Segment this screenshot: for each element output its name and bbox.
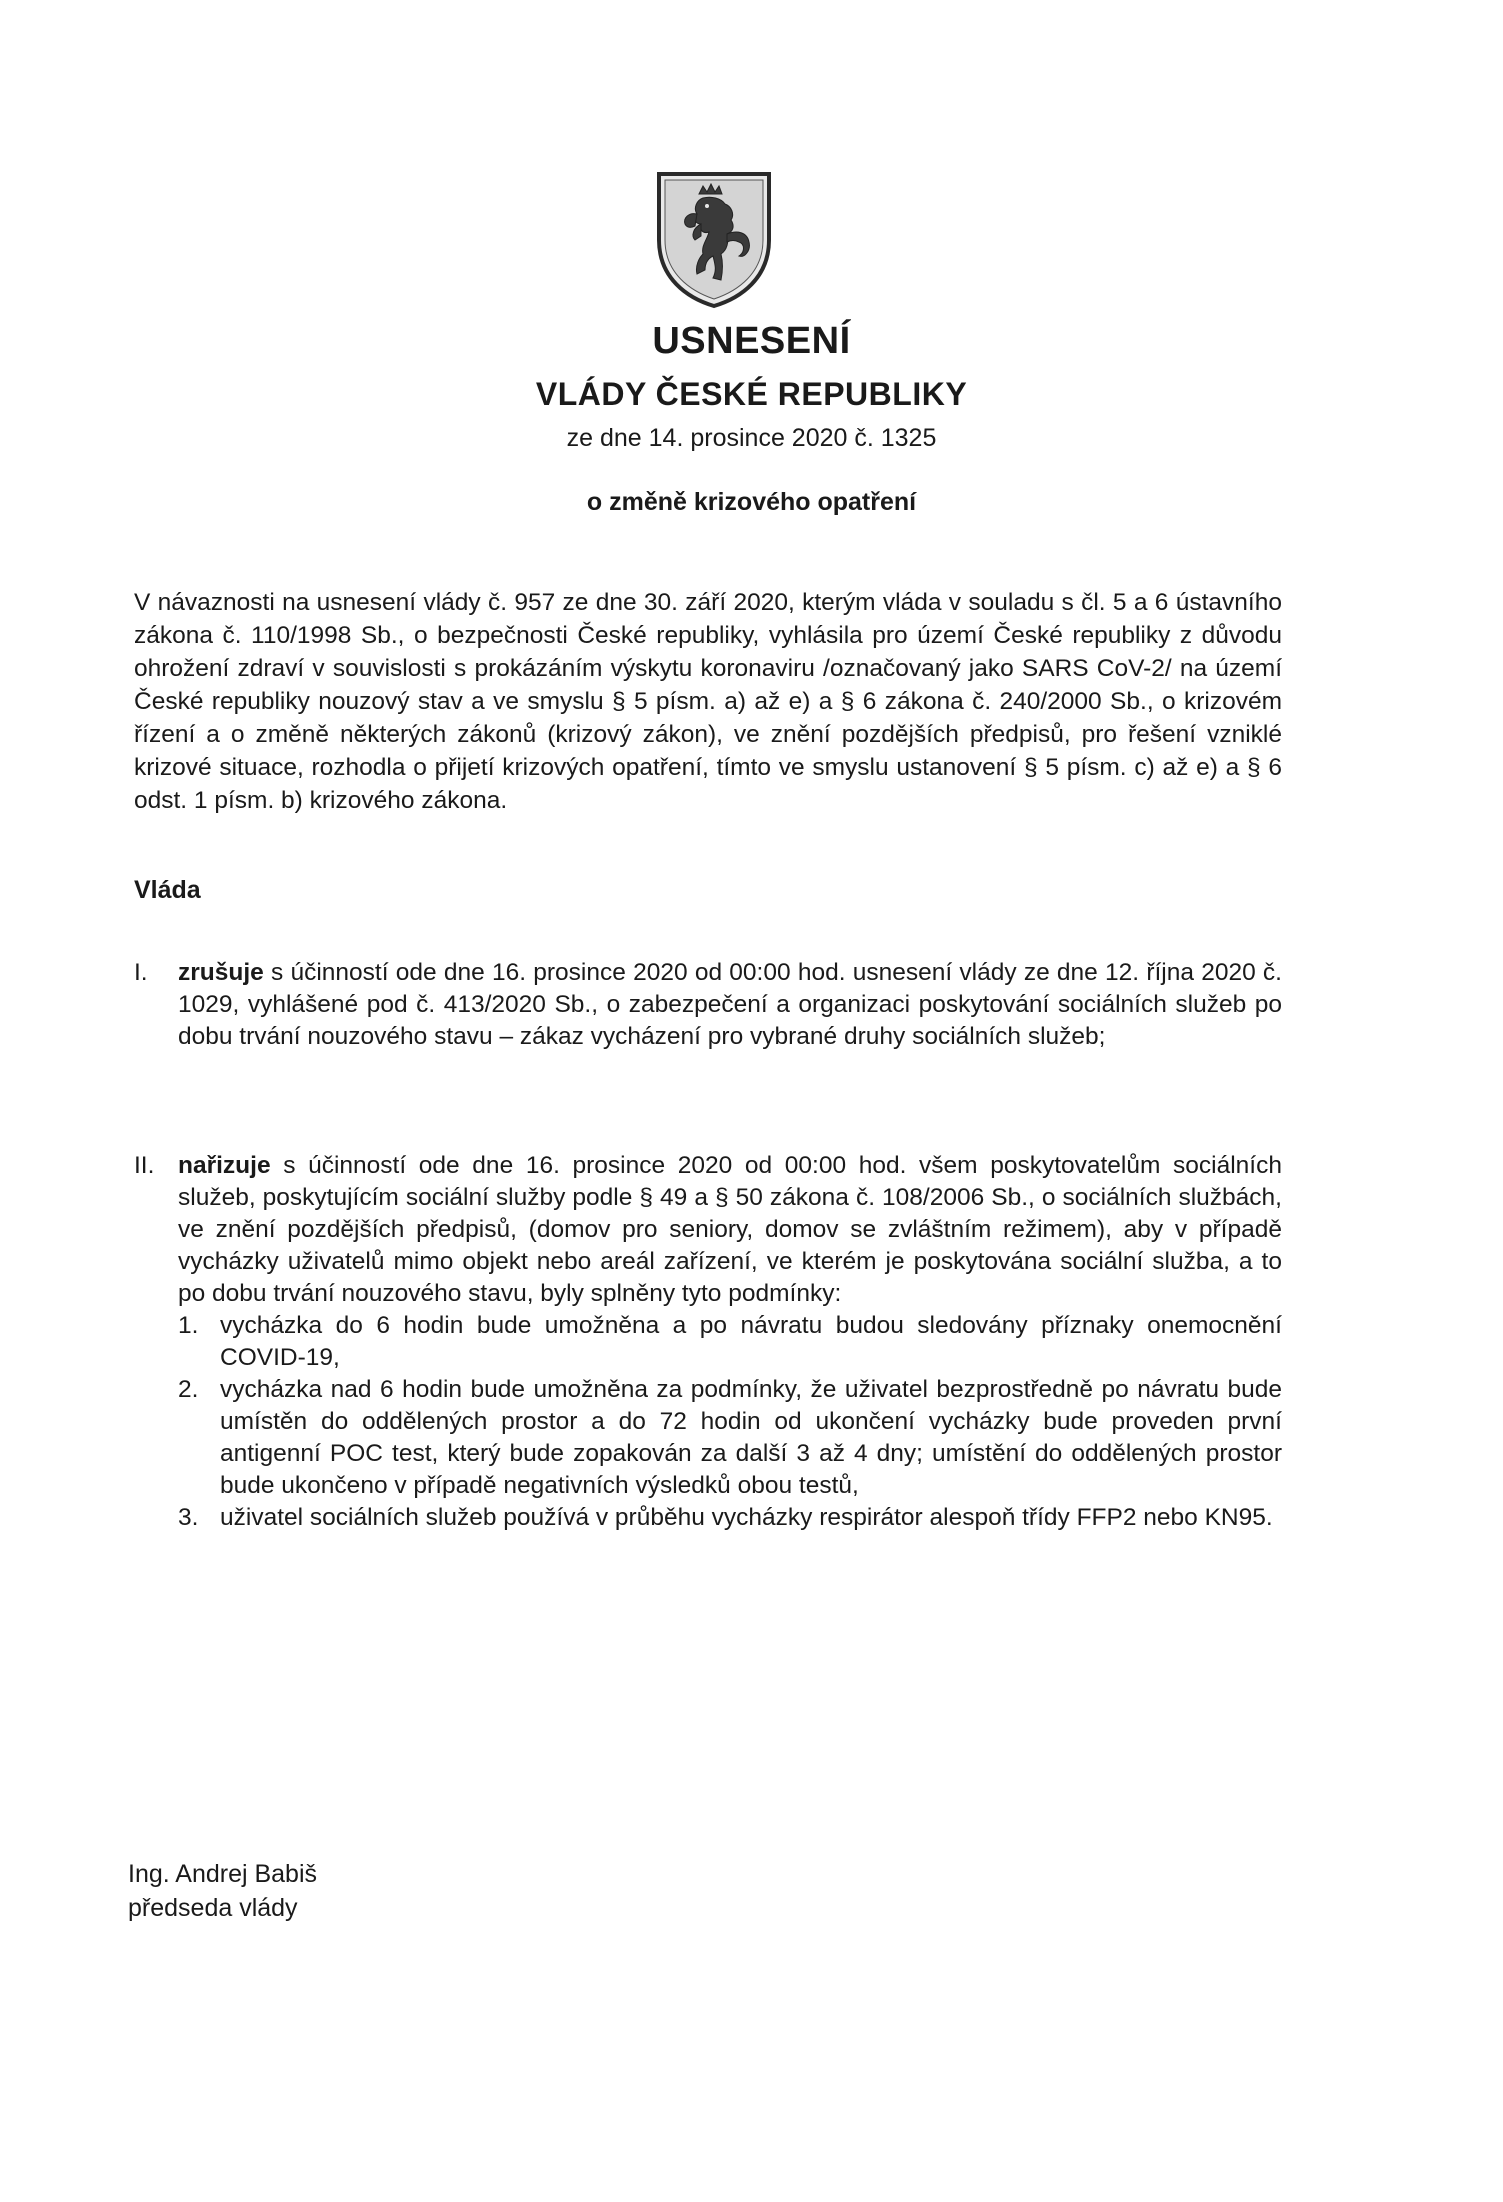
section-text: s účinností ode dne 16. prosince 2020 od 00:00 hod. usnesení vlády ze dne 12. října 2020 č. 1029, vyhlášené pod č. 413/2020 Sb., o zabezpečení a organizaci poskytování sociálních služeb po dobu trvání nouzového stavu – zákaz vycházení pro vybrané druhy sociálních služeb; <box>178 959 1282 1050</box>
section-2 <box>134 1150 1282 1534</box>
condition-number: 3. <box>178 1504 199 1531</box>
condition-text: uživatel sociálních služeb používá v průběhu vycházky respirátor alespoň třídy FFP2 nebo KN95. <box>220 1504 1273 1531</box>
section-body <box>178 957 1282 1053</box>
section-verb: zrušuje <box>178 959 264 986</box>
section-text: s účinností ode dne 16. prosince 2020 od 00:00 hod. všem poskytovatelům sociálních služeb, poskytujícím sociální služby podle § 49 a § 50 zákona č. 108/2006 Sb., o sociálních službách, ve znění pozdějších předpisů, (domov pro seniory, domov se zvláštním režimem), aby v případě vycházky uživatelů mimo objekt nebo areál zařízení, ve kterém je poskytována sociální služba, a to po dobu trvání nouzového stavu, byly splněny tyto podmínky: <box>178 1152 1282 1307</box>
intro-paragraph: V návaznosti na usnesení vlády č. 957 ze dne 30. září 2020, kterým vláda v souladu s čl. 5 a 6 ústavního zákona č. 110/1998 Sb., o bezpečnosti České republiky, vyhlásila pro území České republiky z důvodu ohrožení zdraví v souvislosti s prokázáním výskytu koronaviru /označovaný jako SARS CoV-2/ na území České republiky nouzový stav a ve smyslu § 5 písm. a) až e) a § 6 zákona č. 240/2000 Sb., o krizovém řízení a o změně některých zákonů (krizový zákon), ve znění pozdějších předpisů, pro řešení vzniklé krizové situace, rozhodla o přijetí krizových opatření, tímto ve smyslu ustanovení § 5 písm. c) až e) a § 6 odst. 1 písm. b) krizového zákona. <box>134 589 1282 814</box>
condition-item <box>178 1502 1282 1534</box>
condition-item <box>178 1310 1282 1374</box>
signature-block <box>128 1857 317 1925</box>
condition-number: 2. <box>178 1376 199 1403</box>
section-intro <box>178 1150 1282 1310</box>
section-number: I. <box>134 959 148 986</box>
resolution-actor: Vláda <box>134 876 201 904</box>
section-body <box>178 1150 1282 1534</box>
condition-number: 1. <box>178 1312 199 1339</box>
document-title: USNESENÍ <box>652 320 851 362</box>
conditions-list <box>178 1310 1282 1534</box>
signatory-name: Ing. Andrej Babiš <box>128 1860 318 1888</box>
section-number: II. <box>134 1152 155 1179</box>
section-1 <box>134 957 1282 1053</box>
condition-text: vycházka do 6 hodin bude umožněna a po návratu budou sledovány příznaky onemocnění COVID-19, <box>220 1312 1282 1371</box>
condition-text: vycházka nad 6 hodin bude umožněna za podmínky, že uživatel bezprostředně po návratu bude umístěn do oddělených prostor a do 72 hodin od ukončení vycházky bude proveden první antigenní POC test, který bude zopakován za další 3 až 4 dny; umístění do oddělených prostor bude ukončeno v případě negativních výsledků obou testů, <box>220 1376 1282 1499</box>
section-verb: nařizuje <box>178 1152 271 1179</box>
document-subtitle: VLÁDY ČESKÉ REPUBLIKY <box>535 376 968 412</box>
signatory-role: předseda vlády <box>128 1894 298 1922</box>
czech-coat-of-arms-icon <box>655 170 773 310</box>
resolution-subject: o změně krizového opatření <box>586 488 917 516</box>
resolution-date-line: ze dne 14. prosince 2020 č. 1325 <box>566 424 937 452</box>
condition-item <box>178 1374 1282 1502</box>
